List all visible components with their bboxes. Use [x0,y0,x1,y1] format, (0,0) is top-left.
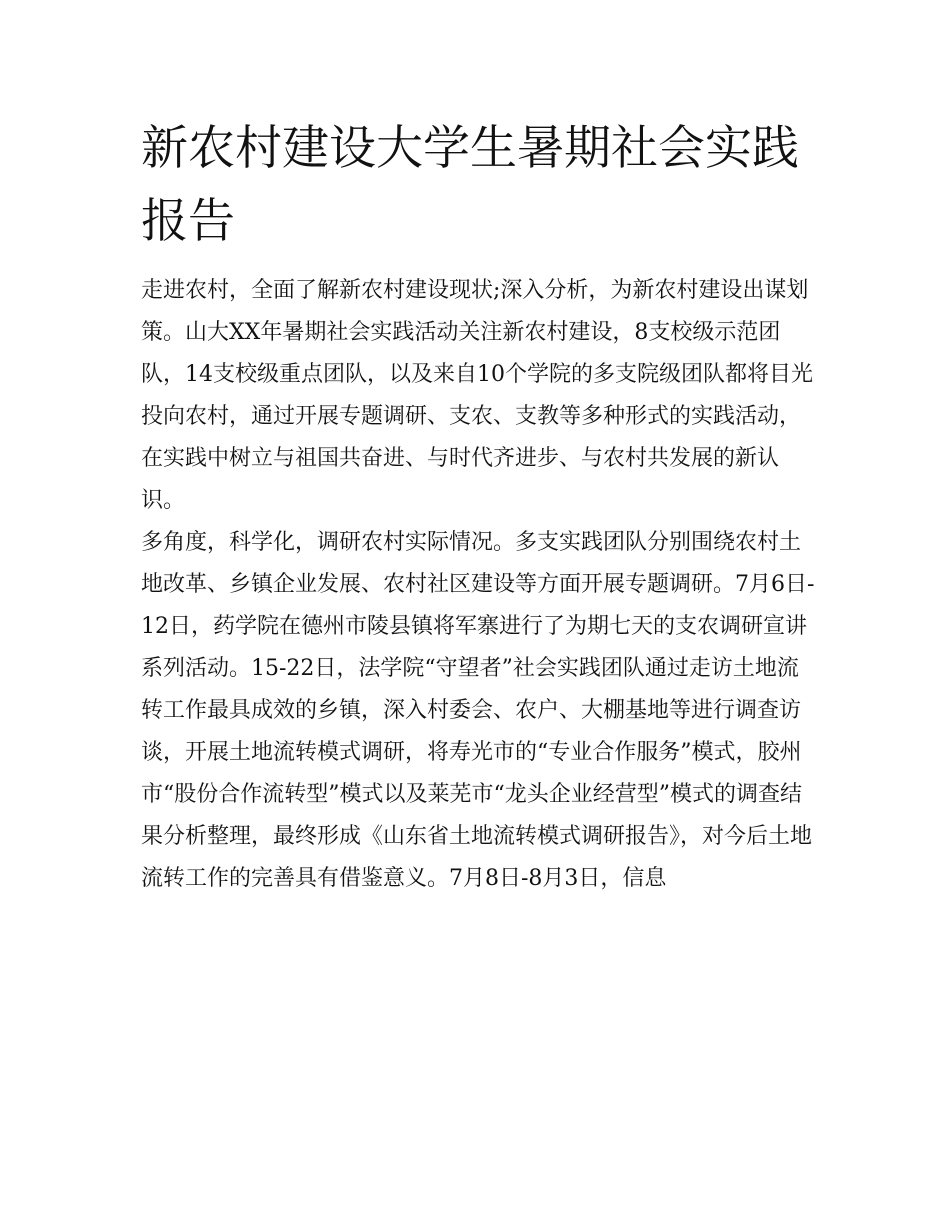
paragraph-2: 多角度，科学化，调研农村实际情况。多支实践团队分别围绕农村土地改革、乡镇企业发展、农村社区建设等方面开展专题调研。7月6日-12日，药学院在德州市陵县镇将军寨进行了为期七天的支农调研宣讲系列活动。15-22日，法学院“守望者”社会实践团队通过走访土地流转工作最具成效的乡镇，深入村委会、农户、大棚基地等进行调查访谈，开展土地流转模式调研，将寿光市的“专业合作服务”模式，胶州市“股份合作流转型”模式以及莱芜市“龙头企业经营型”模式的调查结果分析整理，最终形成《山东省土地流转模式调研报告》，对今后土地流转工作的完善具有借鉴意义。7月8日-8月3日，信息 [141,530,815,891]
paragraph-1: 走进农村，全面了解新农村建设现状;深入分析，为新农村建设出谋划策。山大XX年暑期社会实践活动关注新农村建设，8支校级示范团队，14支校级重点团队，以及来自10个学院的多支院级团队都将目光投向农村，通过开展专题调研、支农、支教等多种形式的实践活动，在实践中树立与祖国共奋进、与时代齐进步、与农村共发展的新认识。 [141,278,813,513]
document-content [141,112,816,900]
document-body [141,270,816,900]
document-title: 新农村建设大学生暑期社会实践报告 [141,121,799,249]
